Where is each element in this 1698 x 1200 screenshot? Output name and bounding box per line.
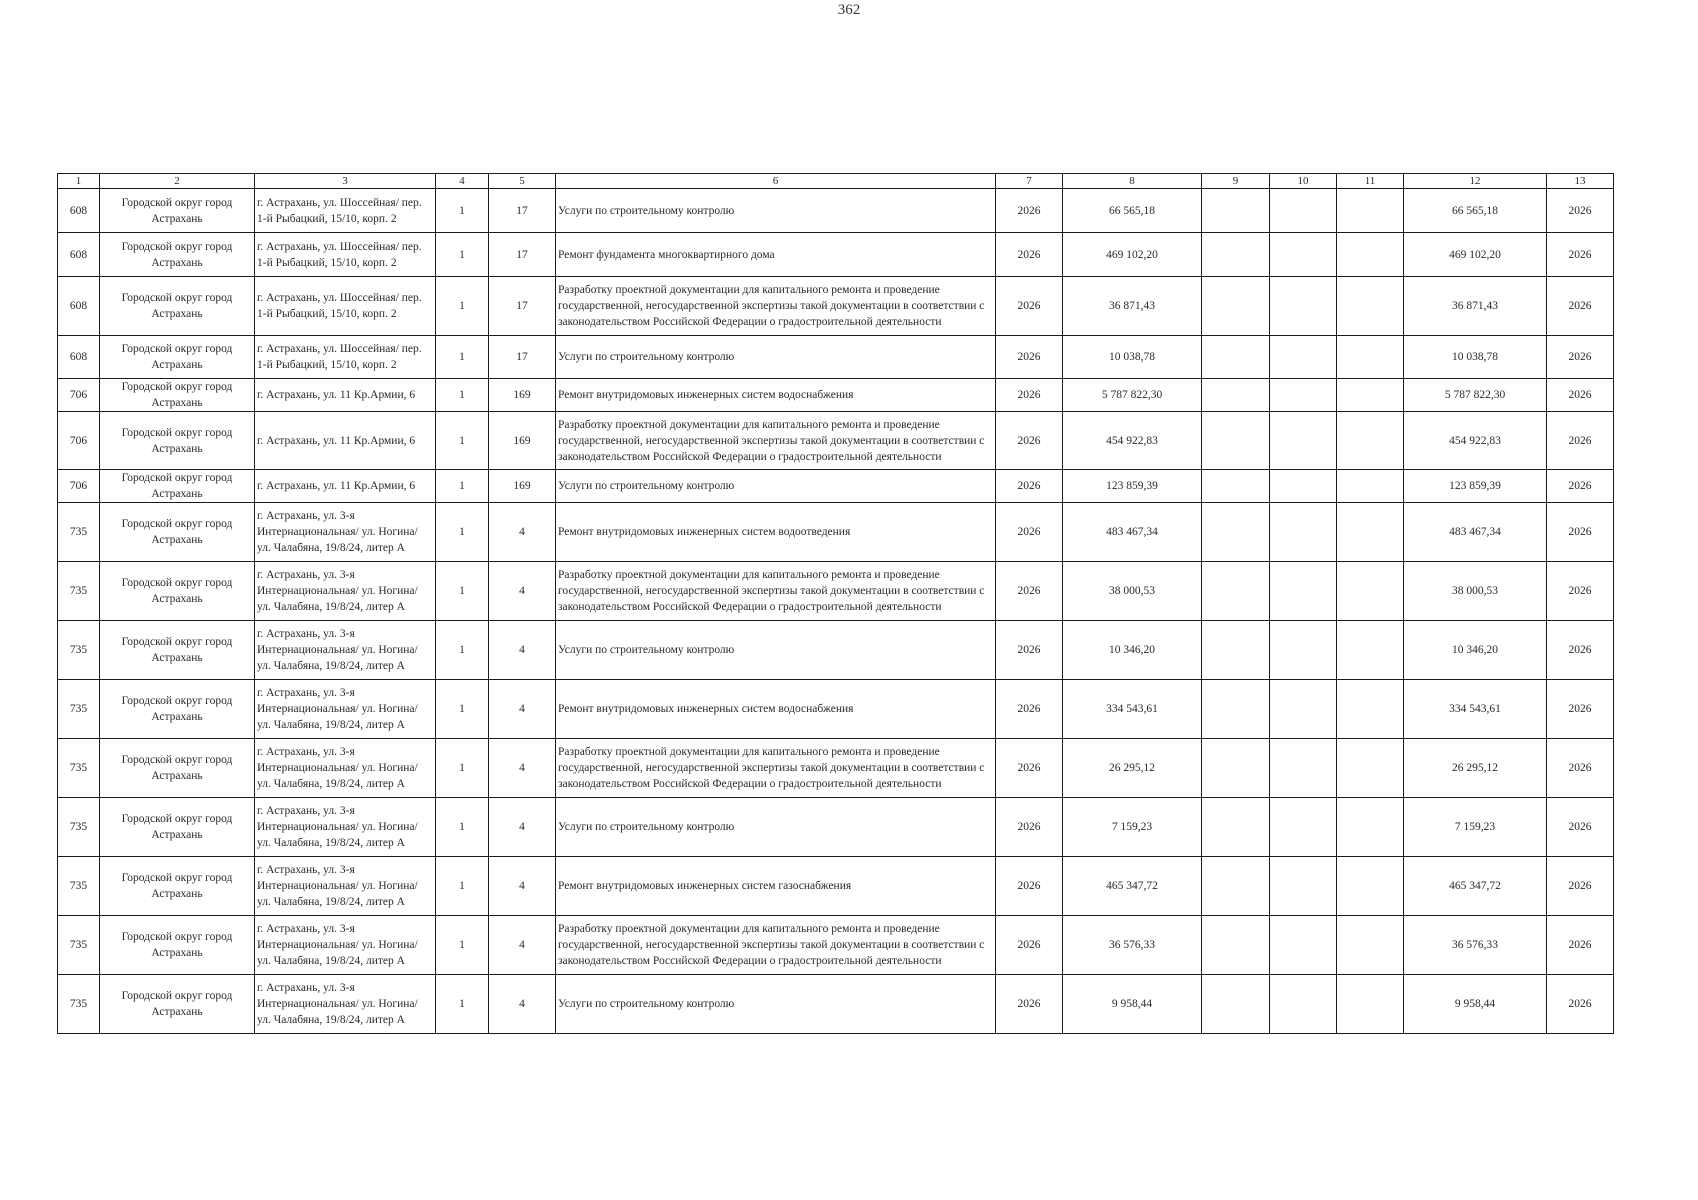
- funding-cell: 7 159,23: [1404, 798, 1547, 857]
- column-4-cell: 1: [436, 233, 489, 277]
- record-number-cell: 706: [58, 412, 100, 470]
- municipality-cell: Городской округ город Астрахань: [100, 975, 255, 1034]
- column-4-cell: 1: [436, 277, 489, 336]
- address-cell: г. Астрахань, ул. 3-я Интернациональная/ ул. Ногина/ ул. Чалабяна, 19/8/24, литер А: [255, 798, 436, 857]
- funding-cell: 36 576,33: [1404, 916, 1547, 975]
- column-9-cell: [1202, 916, 1270, 975]
- column-header: 5: [489, 174, 556, 189]
- year-cell: 2026: [996, 562, 1063, 621]
- column-10-cell: [1270, 621, 1337, 680]
- funding-cell: 465 347,72: [1404, 857, 1547, 916]
- column-9-cell: [1202, 739, 1270, 798]
- total-cost-cell: 7 159,23: [1063, 798, 1202, 857]
- column-10-cell: [1270, 277, 1337, 336]
- address-cell: г. Астрахань, ул. 3-я Интернациональная/ ул. Ногина/ ул. Чалабяна, 19/8/24, литер А: [255, 621, 436, 680]
- total-cost-cell: 10 038,78: [1063, 336, 1202, 379]
- municipality-cell: Городской округ город Астрахань: [100, 379, 255, 412]
- municipality-cell: Городской округ город Астрахань: [100, 470, 255, 503]
- year-cell: 2026: [996, 336, 1063, 379]
- table-row: [58, 798, 1614, 857]
- column-9-cell: [1202, 379, 1270, 412]
- record-number-cell: 735: [58, 857, 100, 916]
- record-number-cell: 735: [58, 739, 100, 798]
- completion-year-cell: 2026: [1547, 503, 1614, 562]
- work-type-cell: Услуги по строительному контролю: [556, 975, 996, 1034]
- year-cell: 2026: [996, 277, 1063, 336]
- completion-year-cell: 2026: [1547, 336, 1614, 379]
- funding-cell: 334 543,61: [1404, 680, 1547, 739]
- column-header: 3: [255, 174, 436, 189]
- year-cell: 2026: [996, 975, 1063, 1034]
- completion-year-cell: 2026: [1547, 857, 1614, 916]
- table-row: [58, 470, 1614, 503]
- column-4-cell: 1: [436, 470, 489, 503]
- work-type-cell: Ремонт внутридомовых инженерных систем водоснабжения: [556, 680, 996, 739]
- column-4-cell: 1: [436, 412, 489, 470]
- total-cost-cell: 36 871,43: [1063, 277, 1202, 336]
- column-10-cell: [1270, 562, 1337, 621]
- column-header: 10: [1270, 174, 1337, 189]
- column-9-cell: [1202, 857, 1270, 916]
- table-row: [58, 621, 1614, 680]
- completion-year-cell: 2026: [1547, 562, 1614, 621]
- column-11-cell: [1337, 739, 1404, 798]
- record-number-cell: 735: [58, 975, 100, 1034]
- funding-cell: 454 922,83: [1404, 412, 1547, 470]
- column-10-cell: [1270, 412, 1337, 470]
- column-9-cell: [1202, 470, 1270, 503]
- column-number-row: [58, 174, 1614, 189]
- column-5-cell: 4: [489, 798, 556, 857]
- total-cost-cell: 36 576,33: [1063, 916, 1202, 975]
- column-header: 12: [1404, 174, 1547, 189]
- work-type-cell: Услуги по строительному контролю: [556, 189, 996, 233]
- completion-year-cell: 2026: [1547, 798, 1614, 857]
- table-row: [58, 680, 1614, 739]
- work-type-cell: Услуги по строительному контролю: [556, 470, 996, 503]
- year-cell: 2026: [996, 916, 1063, 975]
- funding-cell: 123 859,39: [1404, 470, 1547, 503]
- column-11-cell: [1337, 503, 1404, 562]
- work-type-cell: Ремонт фундамента многоквартирного дома: [556, 233, 996, 277]
- total-cost-cell: 38 000,53: [1063, 562, 1202, 621]
- total-cost-cell: 483 467,34: [1063, 503, 1202, 562]
- column-4-cell: 1: [436, 336, 489, 379]
- column-5-cell: 4: [489, 739, 556, 798]
- address-cell: г. Астрахань, ул. 3-я Интернациональная/ ул. Ногина/ ул. Чалабяна, 19/8/24, литер А: [255, 739, 436, 798]
- column-header: 1: [58, 174, 100, 189]
- column-4-cell: 1: [436, 857, 489, 916]
- completion-year-cell: 2026: [1547, 621, 1614, 680]
- completion-year-cell: 2026: [1547, 975, 1614, 1034]
- total-cost-cell: 9 958,44: [1063, 975, 1202, 1034]
- column-10-cell: [1270, 189, 1337, 233]
- completion-year-cell: 2026: [1547, 189, 1614, 233]
- municipality-cell: Городской округ город Астрахань: [100, 503, 255, 562]
- municipality-cell: Городской округ город Астрахань: [100, 857, 255, 916]
- record-number-cell: 608: [58, 233, 100, 277]
- column-9-cell: [1202, 412, 1270, 470]
- column-5-cell: 4: [489, 857, 556, 916]
- repair-schedule-table: [57, 173, 1614, 1034]
- column-11-cell: [1337, 412, 1404, 470]
- work-type-cell: Ремонт внутридомовых инженерных систем газоснабжения: [556, 857, 996, 916]
- table-row: [58, 412, 1614, 470]
- table-row: [58, 277, 1614, 336]
- funding-cell: 10 346,20: [1404, 621, 1547, 680]
- column-10-cell: [1270, 739, 1337, 798]
- column-10-cell: [1270, 916, 1337, 975]
- column-9-cell: [1202, 798, 1270, 857]
- year-cell: 2026: [996, 412, 1063, 470]
- completion-year-cell: 2026: [1547, 277, 1614, 336]
- year-cell: 2026: [996, 503, 1063, 562]
- total-cost-cell: 123 859,39: [1063, 470, 1202, 503]
- column-header: 4: [436, 174, 489, 189]
- municipality-cell: Городской округ город Астрахань: [100, 336, 255, 379]
- work-type-cell: Услуги по строительному контролю: [556, 798, 996, 857]
- work-type-cell: Разработку проектной документации для капитального ремонта и проведение государственной, негосударственной экспертизы такой документации в соответствии с законодательством Российской Федерации о градостроительной деятельности: [556, 412, 996, 470]
- record-number-cell: 706: [58, 379, 100, 412]
- column-9-cell: [1202, 562, 1270, 621]
- total-cost-cell: 66 565,18: [1063, 189, 1202, 233]
- municipality-cell: Городской округ город Астрахань: [100, 739, 255, 798]
- total-cost-cell: 26 295,12: [1063, 739, 1202, 798]
- column-10-cell: [1270, 233, 1337, 277]
- record-number-cell: 608: [58, 336, 100, 379]
- work-type-cell: Разработку проектной документации для капитального ремонта и проведение государственной, негосударственной экспертизы такой документации в соответствии с законодательством Российской Федерации о градостроительной деятельности: [556, 916, 996, 975]
- address-cell: г. Астрахань, ул. 3-я Интернациональная/ ул. Ногина/ ул. Чалабяна, 19/8/24, литер А: [255, 916, 436, 975]
- column-5-cell: 169: [489, 379, 556, 412]
- column-10-cell: [1270, 975, 1337, 1034]
- column-9-cell: [1202, 680, 1270, 739]
- column-9-cell: [1202, 975, 1270, 1034]
- table-row: [58, 916, 1614, 975]
- year-cell: 2026: [996, 379, 1063, 412]
- address-cell: г. Астрахань, ул. 3-я Интернациональная/ ул. Ногина/ ул. Чалабяна, 19/8/24, литер А: [255, 975, 436, 1034]
- table-row: [58, 379, 1614, 412]
- table-row: [58, 562, 1614, 621]
- table-row: [58, 975, 1614, 1034]
- column-11-cell: [1337, 277, 1404, 336]
- address-cell: г. Астрахань, ул. Шоссейная/ пер. 1-й Рыбацкий, 15/10, корп. 2: [255, 277, 436, 336]
- funding-cell: 9 958,44: [1404, 975, 1547, 1034]
- year-cell: 2026: [996, 798, 1063, 857]
- column-11-cell: [1337, 233, 1404, 277]
- work-type-cell: Услуги по строительному контролю: [556, 336, 996, 379]
- table-row: [58, 857, 1614, 916]
- work-type-cell: Услуги по строительному контролю: [556, 621, 996, 680]
- column-5-cell: 4: [489, 916, 556, 975]
- total-cost-cell: 5 787 822,30: [1063, 379, 1202, 412]
- column-header: 9: [1202, 174, 1270, 189]
- column-11-cell: [1337, 189, 1404, 233]
- record-number-cell: 735: [58, 503, 100, 562]
- column-10-cell: [1270, 379, 1337, 412]
- work-type-cell: Ремонт внутридомовых инженерных систем водоотведения: [556, 503, 996, 562]
- column-header: 8: [1063, 174, 1202, 189]
- column-11-cell: [1337, 916, 1404, 975]
- column-5-cell: 17: [489, 336, 556, 379]
- column-5-cell: 4: [489, 680, 556, 739]
- column-10-cell: [1270, 857, 1337, 916]
- record-number-cell: 735: [58, 621, 100, 680]
- record-number-cell: 706: [58, 470, 100, 503]
- address-cell: г. Астрахань, ул. 3-я Интернациональная/ ул. Ногина/ ул. Чалабяна, 19/8/24, литер А: [255, 680, 436, 739]
- table-row: [58, 189, 1614, 233]
- column-4-cell: 1: [436, 379, 489, 412]
- column-4-cell: 1: [436, 621, 489, 680]
- address-cell: г. Астрахань, ул. 11 Кр.Армии, 6: [255, 412, 436, 470]
- address-cell: г. Астрахань, ул. 3-я Интернациональная/ ул. Ногина/ ул. Чалабяна, 19/8/24, литер А: [255, 857, 436, 916]
- completion-year-cell: 2026: [1547, 412, 1614, 470]
- column-11-cell: [1337, 857, 1404, 916]
- column-5-cell: 4: [489, 975, 556, 1034]
- column-11-cell: [1337, 336, 1404, 379]
- column-11-cell: [1337, 680, 1404, 739]
- completion-year-cell: 2026: [1547, 739, 1614, 798]
- table-body: [58, 189, 1614, 1034]
- address-cell: г. Астрахань, ул. Шоссейная/ пер. 1-й Рыбацкий, 15/10, корп. 2: [255, 336, 436, 379]
- address-cell: г. Астрахань, ул. Шоссейная/ пер. 1-й Рыбацкий, 15/10, корп. 2: [255, 233, 436, 277]
- column-9-cell: [1202, 277, 1270, 336]
- record-number-cell: 735: [58, 916, 100, 975]
- year-cell: 2026: [996, 857, 1063, 916]
- record-number-cell: 608: [58, 277, 100, 336]
- municipality-cell: Городской округ город Астрахань: [100, 277, 255, 336]
- funding-cell: 66 565,18: [1404, 189, 1547, 233]
- record-number-cell: 608: [58, 189, 100, 233]
- column-4-cell: 1: [436, 189, 489, 233]
- address-cell: г. Астрахань, ул. 11 Кр.Армии, 6: [255, 470, 436, 503]
- total-cost-cell: 334 543,61: [1063, 680, 1202, 739]
- column-11-cell: [1337, 379, 1404, 412]
- table-row: [58, 336, 1614, 379]
- table-row: [58, 233, 1614, 277]
- year-cell: 2026: [996, 189, 1063, 233]
- column-9-cell: [1202, 621, 1270, 680]
- column-4-cell: 1: [436, 680, 489, 739]
- column-10-cell: [1270, 680, 1337, 739]
- column-11-cell: [1337, 798, 1404, 857]
- record-number-cell: 735: [58, 680, 100, 739]
- completion-year-cell: 2026: [1547, 470, 1614, 503]
- column-5-cell: 17: [489, 233, 556, 277]
- year-cell: 2026: [996, 739, 1063, 798]
- completion-year-cell: 2026: [1547, 680, 1614, 739]
- address-cell: г. Астрахань, ул. Шоссейная/ пер. 1-й Рыбацкий, 15/10, корп. 2: [255, 189, 436, 233]
- address-cell: г. Астрахань, ул. 11 Кр.Армии, 6: [255, 379, 436, 412]
- municipality-cell: Городской округ город Астрахань: [100, 412, 255, 470]
- column-header: 7: [996, 174, 1063, 189]
- work-type-cell: Разработку проектной документации для капитального ремонта и проведение государственной, негосударственной экспертизы такой документации в соответствии с законодательством Российской Федерации о градостроительной деятельности: [556, 277, 996, 336]
- total-cost-cell: 465 347,72: [1063, 857, 1202, 916]
- column-header: 2: [100, 174, 255, 189]
- funding-cell: 36 871,43: [1404, 277, 1547, 336]
- funding-cell: 26 295,12: [1404, 739, 1547, 798]
- column-5-cell: 17: [489, 277, 556, 336]
- column-header: 6: [556, 174, 996, 189]
- column-10-cell: [1270, 503, 1337, 562]
- year-cell: 2026: [996, 680, 1063, 739]
- total-cost-cell: 10 346,20: [1063, 621, 1202, 680]
- page-number: 362: [837, 2, 861, 18]
- column-header: 11: [1337, 174, 1404, 189]
- column-11-cell: [1337, 562, 1404, 621]
- municipality-cell: Городской округ город Астрахань: [100, 621, 255, 680]
- column-5-cell: 169: [489, 412, 556, 470]
- municipality-cell: Городской округ город Астрахань: [100, 798, 255, 857]
- completion-year-cell: 2026: [1547, 916, 1614, 975]
- municipality-cell: Городской округ город Астрахань: [100, 680, 255, 739]
- column-4-cell: 1: [436, 739, 489, 798]
- column-10-cell: [1270, 336, 1337, 379]
- work-type-cell: Разработку проектной документации для капитального ремонта и проведение государственной, негосударственной экспертизы такой документации в соответствии с законодательством Российской Федерации о градостроительной деятельности: [556, 739, 996, 798]
- funding-cell: 483 467,34: [1404, 503, 1547, 562]
- record-number-cell: 735: [58, 798, 100, 857]
- year-cell: 2026: [996, 233, 1063, 277]
- municipality-cell: Городской округ город Астрахань: [100, 233, 255, 277]
- column-9-cell: [1202, 189, 1270, 233]
- column-5-cell: 169: [489, 470, 556, 503]
- funding-cell: 10 038,78: [1404, 336, 1547, 379]
- funding-cell: 469 102,20: [1404, 233, 1547, 277]
- municipality-cell: Городской округ город Астрахань: [100, 916, 255, 975]
- completion-year-cell: 2026: [1547, 379, 1614, 412]
- funding-cell: 38 000,53: [1404, 562, 1547, 621]
- column-10-cell: [1270, 470, 1337, 503]
- completion-year-cell: 2026: [1547, 233, 1614, 277]
- column-11-cell: [1337, 470, 1404, 503]
- column-9-cell: [1202, 503, 1270, 562]
- year-cell: 2026: [996, 621, 1063, 680]
- column-5-cell: 4: [489, 562, 556, 621]
- funding-cell: 5 787 822,30: [1404, 379, 1547, 412]
- column-4-cell: 1: [436, 916, 489, 975]
- address-cell: г. Астрахань, ул. 3-я Интернациональная/ ул. Ногина/ ул. Чалабяна, 19/8/24, литер А: [255, 503, 436, 562]
- total-cost-cell: 454 922,83: [1063, 412, 1202, 470]
- address-cell: г. Астрахань, ул. 3-я Интернациональная/ ул. Ногина/ ул. Чалабяна, 19/8/24, литер А: [255, 562, 436, 621]
- column-5-cell: 17: [489, 189, 556, 233]
- column-5-cell: 4: [489, 503, 556, 562]
- column-4-cell: 1: [436, 798, 489, 857]
- record-number-cell: 735: [58, 562, 100, 621]
- column-11-cell: [1337, 975, 1404, 1034]
- year-cell: 2026: [996, 470, 1063, 503]
- work-type-cell: Разработку проектной документации для капитального ремонта и проведение государственной, негосударственной экспертизы такой документации в соответствии с законодательством Российской Федерации о градостроительной деятельности: [556, 562, 996, 621]
- work-type-cell: Ремонт внутридомовых инженерных систем водоснабжения: [556, 379, 996, 412]
- column-4-cell: 1: [436, 562, 489, 621]
- column-5-cell: 4: [489, 621, 556, 680]
- table-row: [58, 503, 1614, 562]
- column-9-cell: [1202, 336, 1270, 379]
- municipality-cell: Городской округ город Астрахань: [100, 189, 255, 233]
- column-11-cell: [1337, 621, 1404, 680]
- column-4-cell: 1: [436, 975, 489, 1034]
- column-header: 13: [1547, 174, 1614, 189]
- municipality-cell: Городской округ город Астрахань: [100, 562, 255, 621]
- column-4-cell: 1: [436, 503, 489, 562]
- column-10-cell: [1270, 798, 1337, 857]
- column-9-cell: [1202, 233, 1270, 277]
- total-cost-cell: 469 102,20: [1063, 233, 1202, 277]
- table-row: [58, 739, 1614, 798]
